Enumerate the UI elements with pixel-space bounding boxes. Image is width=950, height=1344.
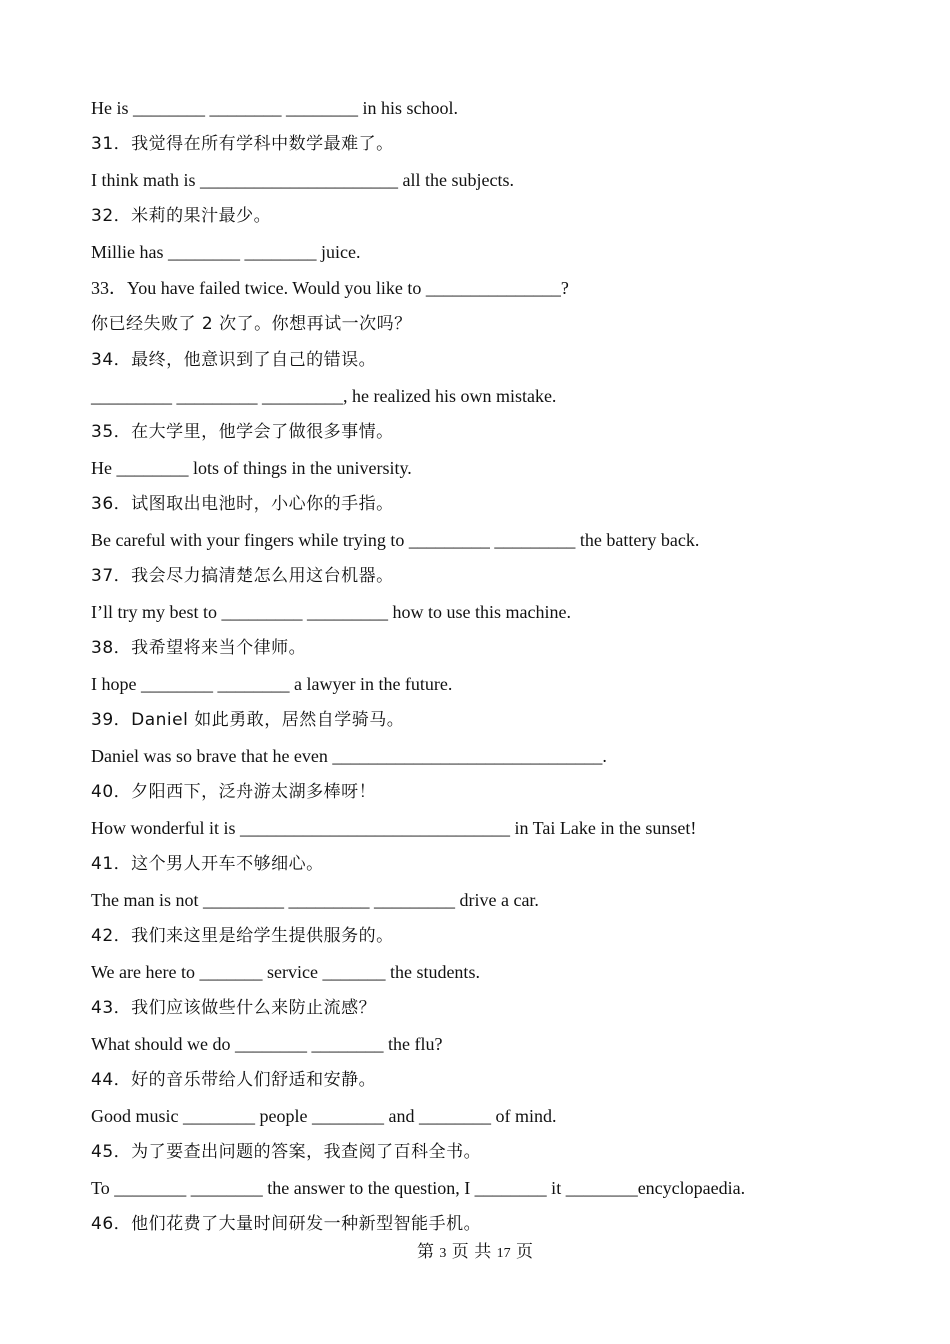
question-prompt: 41．这个男人开车不够细心。: [91, 854, 324, 874]
answer-line: How wonderful it is ______________________________ in Tai Lake in the sunset!: [91, 818, 697, 838]
answer-line: 33．You have failed twice. Would you like to _______________?: [91, 278, 569, 298]
total-page-count: 17: [496, 1246, 511, 1261]
question-prompt: 37．我会尽力搞清楚怎么用这台机器。: [91, 566, 394, 586]
question-prompt: 31．我觉得在所有学科中数学最难了。: [91, 134, 394, 154]
answer-line: He is ________ ________ ________ in his school.: [91, 98, 458, 118]
answer-line: I’ll try my best to _________ _________ how to use this machine.: [91, 602, 571, 622]
answer-line: Daniel was so brave that he even ______________________________.: [91, 746, 607, 766]
question-prompt: 40．夕阳西下，泛舟游太湖多棒呀！: [91, 782, 377, 802]
current-page-number: 3: [439, 1246, 447, 1261]
answer-line: Millie has ________ ________ juice.: [91, 242, 361, 262]
page-footer: [0, 1238, 950, 1268]
footer-prefix: 第: [416, 1242, 440, 1262]
footer-suffix: 页: [510, 1242, 534, 1262]
question-prompt: 46．他们花费了大量时间研发一种新型智能手机。: [91, 1214, 482, 1234]
answer-line: He ________ lots of things in the university.: [91, 458, 412, 478]
question-prompt: 45．为了要查出问题的答案，我查阅了百科全书。: [91, 1142, 482, 1162]
answer-line: The man is not _________ _________ _________ drive a car.: [91, 890, 539, 910]
answer-line: I think math is ______________________ all the subjects.: [91, 170, 514, 190]
question-prompt: 32．米莉的果汁最少。: [91, 206, 272, 226]
footer-middle: 页 共: [446, 1242, 497, 1262]
answer-line: Be careful with your fingers while trying to _________ _________ the battery back.: [91, 530, 700, 550]
question-prompt: 36．试图取出电池时，小心你的手指。: [91, 494, 394, 514]
question-prompt: 38．我希望将来当个律师。: [91, 638, 307, 658]
question-prompt: 你已经失败了 2 次了。你想再试一次吗？: [91, 314, 412, 334]
answer-line: Good music ________ people ________ and ________ of mind.: [91, 1106, 557, 1126]
answer-line: We are here to _______ service _______ the students.: [91, 962, 480, 982]
question-prompt: 39．Daniel 如此勇敢，居然自学骑马。: [91, 710, 405, 730]
answer-line: What should we do ________ ________ the flu?: [91, 1034, 443, 1054]
answer-line: I hope ________ ________ a lawyer in the future.: [91, 674, 453, 694]
answer-line: To ________ ________ the answer to the question, I ________ it ________encyclopaedia.: [91, 1178, 746, 1198]
question-prompt: 43．我们应该做些什么来防止流感？: [91, 998, 377, 1018]
question-prompt: 42．我们来这里是给学生提供服务的。: [91, 926, 394, 946]
exercise-content: [91, 90, 891, 1242]
answer-line: _________ _________ _________, he realized his own mistake.: [91, 386, 557, 406]
question-prompt: 35．在大学里，他学会了做很多事情。: [91, 422, 394, 442]
question-prompt: 34．最终，他意识到了自己的错误。: [91, 350, 377, 370]
question-prompt: 44．好的音乐带给人们舒适和安静。: [91, 1070, 377, 1090]
